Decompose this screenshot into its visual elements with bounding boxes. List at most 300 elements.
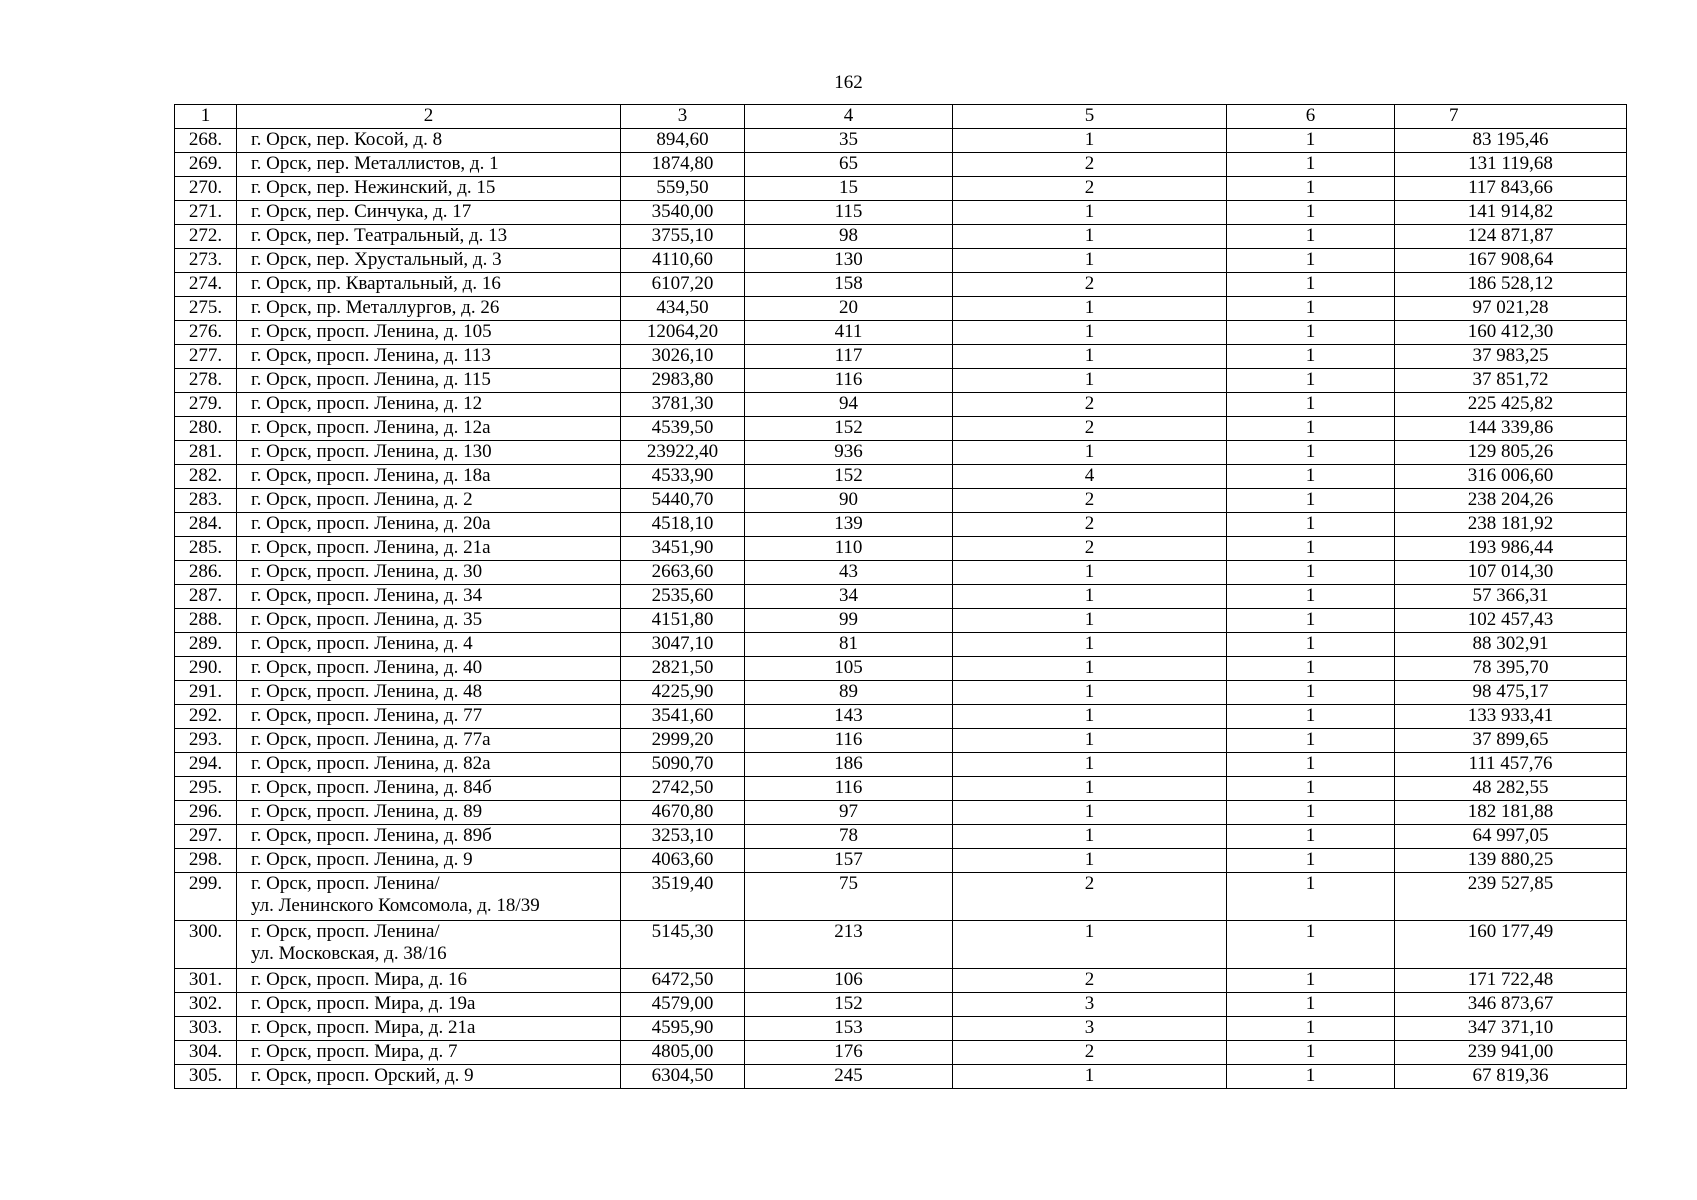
column-4-cell: 98 (745, 225, 953, 249)
column-6-cell: 1 (1227, 225, 1395, 249)
column-7-cell: 124 871,87 (1395, 225, 1627, 249)
address-cell (237, 729, 621, 753)
table-row (175, 849, 1627, 873)
column-4-cell: 20 (745, 297, 953, 321)
column-5-cell: 2 (953, 1041, 1227, 1065)
table-row (175, 753, 1627, 777)
column-3-cell: 3026,10 (621, 345, 745, 369)
address-cell (237, 1041, 621, 1065)
address-cell (237, 321, 621, 345)
table-row (175, 321, 1627, 345)
table-row (175, 417, 1627, 441)
address-line: г. Орск, просп. Ленина, д. 77 (251, 705, 483, 726)
column-3-cell: 6472,50 (621, 969, 745, 993)
column-7-cell: 347 371,10 (1395, 1017, 1627, 1041)
address-line: г. Орск, просп. Орский, д. 9 (251, 1065, 474, 1086)
column-3-cell: 5145,30 (621, 921, 745, 969)
column-4-cell: 130 (745, 249, 953, 273)
column-5-cell: 3 (953, 993, 1227, 1017)
column-6-cell: 1 (1227, 297, 1395, 321)
row-number-cell: 271. (175, 201, 237, 225)
address-line: ул. Ленинского Комсомола, д. 18/39 (251, 895, 540, 916)
column-6-cell: 1 (1227, 345, 1395, 369)
address-cell (237, 561, 621, 585)
column-5-cell: 2 (953, 489, 1227, 513)
column-7-cell: 131 119,68 (1395, 153, 1627, 177)
table-row (175, 993, 1627, 1017)
column-6-cell: 1 (1227, 633, 1395, 657)
address-line: г. Орск, просп. Ленина, д. 30 (251, 561, 483, 582)
column-6-cell: 1 (1227, 849, 1395, 873)
row-number-cell: 281. (175, 441, 237, 465)
address-line: г. Орск, пер. Металлистов, д. 1 (251, 153, 499, 174)
column-6-cell: 1 (1227, 801, 1395, 825)
row-number-cell: 292. (175, 705, 237, 729)
column-4-cell: 90 (745, 489, 953, 513)
column-6-cell: 1 (1227, 417, 1395, 441)
address-line: г. Орск, просп. Мира, д. 16 (251, 969, 467, 990)
table-row (175, 537, 1627, 561)
row-number-cell: 296. (175, 801, 237, 825)
column-4-cell: 176 (745, 1041, 953, 1065)
column-3-cell: 4670,80 (621, 801, 745, 825)
address-line: г. Орск, пер. Нежинский, д. 15 (251, 177, 496, 198)
column-7-cell: 48 282,55 (1395, 777, 1627, 801)
column-4-cell: 15 (745, 177, 953, 201)
column-5-cell: 1 (953, 201, 1227, 225)
table-row (175, 177, 1627, 201)
address-line: г. Орск, пер. Театральный, д. 13 (251, 225, 508, 246)
address-line: г. Орск, пер. Косой, д. 8 (251, 129, 443, 150)
address-cell (237, 489, 621, 513)
column-5-cell: 2 (953, 873, 1227, 921)
column-4-cell: 75 (745, 873, 953, 921)
address-line: г. Орск, просп. Ленина/ (251, 921, 440, 942)
row-number-cell: 294. (175, 753, 237, 777)
row-number-cell: 299. (175, 873, 237, 921)
address-line: г. Орск, просп. Ленина, д. 9 (251, 849, 473, 870)
row-number-cell: 282. (175, 465, 237, 489)
column-5-cell: 4 (953, 465, 1227, 489)
address-line: г. Орск, просп. Ленина, д. 35 (251, 609, 483, 630)
column-5-cell: 1 (953, 729, 1227, 753)
row-number-cell: 297. (175, 825, 237, 849)
column-4-cell: 245 (745, 1065, 953, 1089)
column-5-cell: 1 (953, 657, 1227, 681)
column-header-6: 6 (1227, 105, 1395, 129)
column-4-cell: 411 (745, 321, 953, 345)
table-row (175, 585, 1627, 609)
address-line: г. Орск, просп. Ленина, д. 89б (251, 825, 492, 846)
table-row (175, 873, 1627, 921)
table-row (175, 801, 1627, 825)
column-3-cell: 3755,10 (621, 225, 745, 249)
column-6-cell: 1 (1227, 753, 1395, 777)
address-cell (237, 657, 621, 681)
table-row (175, 513, 1627, 537)
column-6-cell: 1 (1227, 921, 1395, 969)
table-row (175, 777, 1627, 801)
address-cell (237, 369, 621, 393)
page-number: 162 (834, 72, 863, 93)
column-6-cell: 1 (1227, 129, 1395, 153)
address-cell (237, 177, 621, 201)
column-3-cell: 4151,80 (621, 609, 745, 633)
column-6-cell: 1 (1227, 873, 1395, 921)
column-5-cell: 2 (953, 537, 1227, 561)
row-number-cell: 289. (175, 633, 237, 657)
address-cell (237, 753, 621, 777)
row-number-cell: 272. (175, 225, 237, 249)
column-5-cell: 2 (953, 969, 1227, 993)
column-4-cell: 158 (745, 273, 953, 297)
column-5-cell: 1 (953, 321, 1227, 345)
address-line: г. Орск, просп. Ленина, д. 105 (251, 321, 492, 342)
row-number-cell: 304. (175, 1041, 237, 1065)
row-number-cell: 270. (175, 177, 237, 201)
column-3-cell: 559,50 (621, 177, 745, 201)
column-header-1: 1 (175, 105, 237, 129)
column-7-cell: 111 457,76 (1395, 753, 1627, 777)
table-row (175, 561, 1627, 585)
column-7-cell: 239 527,85 (1395, 873, 1627, 921)
row-number-cell: 277. (175, 345, 237, 369)
column-5-cell: 2 (953, 273, 1227, 297)
column-5-cell: 1 (953, 561, 1227, 585)
row-number-cell: 295. (175, 777, 237, 801)
address-cell (237, 1017, 621, 1041)
column-header-7: 7 (1395, 105, 1627, 129)
address-cell (237, 825, 621, 849)
column-5-cell: 1 (953, 921, 1227, 969)
row-number-cell: 269. (175, 153, 237, 177)
column-3-cell: 2821,50 (621, 657, 745, 681)
row-number-cell: 278. (175, 369, 237, 393)
column-3-cell: 5440,70 (621, 489, 745, 513)
row-number-cell: 291. (175, 681, 237, 705)
address-cell (237, 441, 621, 465)
address-cell (237, 201, 621, 225)
column-6-cell: 1 (1227, 393, 1395, 417)
column-7-cell: 193 986,44 (1395, 537, 1627, 561)
table-row (175, 1017, 1627, 1041)
column-7-cell: 107 014,30 (1395, 561, 1627, 585)
column-7-cell: 160 412,30 (1395, 321, 1627, 345)
column-4-cell: 89 (745, 681, 953, 705)
address-cell (237, 417, 621, 441)
column-4-cell: 35 (745, 129, 953, 153)
column-3-cell: 4225,90 (621, 681, 745, 705)
column-5-cell: 2 (953, 513, 1227, 537)
address-cell (237, 225, 621, 249)
address-line: г. Орск, просп. Ленина, д. 40 (251, 657, 483, 678)
address-cell (237, 705, 621, 729)
address-line: г. Орск, просп. Ленина, д. 34 (251, 585, 483, 606)
address-line: г. Орск, пр. Квартальный, д. 16 (251, 273, 501, 294)
column-6-cell: 1 (1227, 249, 1395, 273)
address-line: г. Орск, просп. Ленина, д. 82а (251, 753, 491, 774)
column-4-cell: 152 (745, 993, 953, 1017)
address-line: г. Орск, просп. Ленина, д. 12 (251, 393, 483, 414)
column-7-cell: 57 366,31 (1395, 585, 1627, 609)
column-4-cell: 157 (745, 849, 953, 873)
address-line: ул. Московская, д. 38/16 (251, 943, 447, 964)
row-number-cell: 303. (175, 1017, 237, 1041)
table-row (175, 729, 1627, 753)
column-6-cell: 1 (1227, 441, 1395, 465)
column-6-cell: 1 (1227, 705, 1395, 729)
row-number-cell: 287. (175, 585, 237, 609)
address-cell (237, 1065, 621, 1089)
column-4-cell: 43 (745, 561, 953, 585)
column-6-cell: 1 (1227, 369, 1395, 393)
column-7-cell: 98 475,17 (1395, 681, 1627, 705)
row-number-cell: 276. (175, 321, 237, 345)
address-line: г. Орск, просп. Ленина, д. 20а (251, 513, 491, 534)
column-6-cell: 1 (1227, 609, 1395, 633)
address-cell (237, 537, 621, 561)
column-7-cell: 102 457,43 (1395, 609, 1627, 633)
column-5-cell: 1 (953, 777, 1227, 801)
column-6-cell: 1 (1227, 777, 1395, 801)
column-7-cell: 186 528,12 (1395, 273, 1627, 297)
column-7-cell: 37 851,72 (1395, 369, 1627, 393)
column-3-cell: 2742,50 (621, 777, 745, 801)
column-4-cell: 34 (745, 585, 953, 609)
column-4-cell: 153 (745, 1017, 953, 1041)
column-6-cell: 1 (1227, 273, 1395, 297)
address-line: г. Орск, просп. Ленина, д. 77а (251, 729, 491, 750)
address-cell (237, 153, 621, 177)
column-5-cell: 1 (953, 441, 1227, 465)
address-line: г. Орск, просп. Мира, д. 7 (251, 1041, 458, 1062)
column-4-cell: 99 (745, 609, 953, 633)
column-6-cell: 1 (1227, 321, 1395, 345)
column-7-cell: 37 899,65 (1395, 729, 1627, 753)
column-3-cell: 2663,60 (621, 561, 745, 585)
column-5-cell: 1 (953, 129, 1227, 153)
table-row (175, 249, 1627, 273)
table-row (175, 201, 1627, 225)
column-3-cell: 1874,80 (621, 153, 745, 177)
column-3-cell: 4805,00 (621, 1041, 745, 1065)
table-row (175, 657, 1627, 681)
column-7-cell: 144 339,86 (1395, 417, 1627, 441)
column-6-cell: 1 (1227, 1065, 1395, 1089)
column-7-cell: 167 908,64 (1395, 249, 1627, 273)
column-7-cell: 160 177,49 (1395, 921, 1627, 969)
table-row (175, 465, 1627, 489)
column-6-cell: 1 (1227, 825, 1395, 849)
address-cell (237, 921, 621, 969)
address-cell (237, 513, 621, 537)
column-6-cell: 1 (1227, 513, 1395, 537)
column-7-cell: 238 181,92 (1395, 513, 1627, 537)
address-cell (237, 873, 621, 921)
row-number-cell: 274. (175, 273, 237, 297)
table-row (175, 273, 1627, 297)
table-body (175, 105, 1627, 1089)
column-3-cell: 12064,20 (621, 321, 745, 345)
column-header-5: 5 (953, 105, 1227, 129)
table-row (175, 369, 1627, 393)
column-5-cell: 2 (953, 153, 1227, 177)
address-line: г. Орск, просп. Ленина/ (251, 873, 440, 894)
table-row (175, 441, 1627, 465)
column-5-cell: 1 (953, 1065, 1227, 1089)
address-cell (237, 585, 621, 609)
address-cell (237, 993, 621, 1017)
column-3-cell: 5090,70 (621, 753, 745, 777)
address-cell (237, 393, 621, 417)
column-3-cell: 4110,60 (621, 249, 745, 273)
column-5-cell: 1 (953, 753, 1227, 777)
column-5-cell: 1 (953, 585, 1227, 609)
address-line: г. Орск, просп. Ленина, д. 113 (251, 345, 491, 366)
column-6-cell: 1 (1227, 465, 1395, 489)
column-4-cell: 65 (745, 153, 953, 177)
column-7-cell: 67 819,36 (1395, 1065, 1627, 1089)
address-cell (237, 849, 621, 873)
column-7-cell: 238 204,26 (1395, 489, 1627, 513)
table-row (175, 681, 1627, 705)
address-line: г. Орск, просп. Ленина, д. 18а (251, 465, 491, 486)
column-6-cell: 1 (1227, 657, 1395, 681)
address-line: г. Орск, просп. Ленина, д. 84б (251, 777, 492, 798)
column-5-cell: 1 (953, 225, 1227, 249)
column-6-cell: 1 (1227, 561, 1395, 585)
column-6-cell: 1 (1227, 201, 1395, 225)
column-3-cell: 3253,10 (621, 825, 745, 849)
column-5-cell: 1 (953, 297, 1227, 321)
column-7-cell: 133 933,41 (1395, 705, 1627, 729)
table-row (175, 1065, 1627, 1089)
column-4-cell: 186 (745, 753, 953, 777)
column-6-cell: 1 (1227, 681, 1395, 705)
column-3-cell: 4579,00 (621, 993, 745, 1017)
row-number-cell: 305. (175, 1065, 237, 1089)
row-number-cell: 286. (175, 561, 237, 585)
column-3-cell: 3519,40 (621, 873, 745, 921)
column-7-cell: 83 195,46 (1395, 129, 1627, 153)
column-4-cell: 115 (745, 201, 953, 225)
table-row (175, 969, 1627, 993)
address-line: г. Орск, просп. Ленина, д. 2 (251, 489, 473, 510)
column-5-cell: 1 (953, 369, 1227, 393)
column-4-cell: 78 (745, 825, 953, 849)
column-7-cell: 64 997,05 (1395, 825, 1627, 849)
column-3-cell: 2535,60 (621, 585, 745, 609)
row-number-cell: 301. (175, 969, 237, 993)
row-number-cell: 268. (175, 129, 237, 153)
column-3-cell: 3781,30 (621, 393, 745, 417)
table-row (175, 297, 1627, 321)
column-5-cell: 2 (953, 177, 1227, 201)
column-5-cell: 1 (953, 801, 1227, 825)
address-line: г. Орск, просп. Ленина, д. 4 (251, 633, 473, 654)
column-6-cell: 1 (1227, 177, 1395, 201)
column-7-cell: 129 805,26 (1395, 441, 1627, 465)
column-7-cell: 117 843,66 (1395, 177, 1627, 201)
table-row (175, 345, 1627, 369)
address-line: г. Орск, просп. Ленина, д. 130 (251, 441, 492, 462)
address-cell (237, 801, 621, 825)
address-line: г. Орск, пер. Хрустальный, д. 3 (251, 249, 502, 270)
column-5-cell: 1 (953, 249, 1227, 273)
column-3-cell: 4539,50 (621, 417, 745, 441)
column-3-cell: 4595,90 (621, 1017, 745, 1041)
column-4-cell: 110 (745, 537, 953, 561)
row-number-cell: 288. (175, 609, 237, 633)
column-4-cell: 106 (745, 969, 953, 993)
column-5-cell: 1 (953, 825, 1227, 849)
column-3-cell: 434,50 (621, 297, 745, 321)
row-number-cell: 275. (175, 297, 237, 321)
table-header-row (175, 105, 1627, 129)
column-4-cell: 143 (745, 705, 953, 729)
row-number-cell: 293. (175, 729, 237, 753)
column-6-cell: 1 (1227, 969, 1395, 993)
column-6-cell: 1 (1227, 537, 1395, 561)
table-row (175, 393, 1627, 417)
column-header-2: 2 (237, 105, 621, 129)
address-cell (237, 129, 621, 153)
column-5-cell: 2 (953, 417, 1227, 441)
table-row (175, 921, 1627, 969)
column-5-cell: 1 (953, 849, 1227, 873)
column-7-cell: 37 983,25 (1395, 345, 1627, 369)
column-5-cell: 1 (953, 345, 1227, 369)
column-7-cell: 139 880,25 (1395, 849, 1627, 873)
column-7-cell: 141 914,82 (1395, 201, 1627, 225)
column-4-cell: 105 (745, 657, 953, 681)
column-4-cell: 152 (745, 417, 953, 441)
row-number-cell: 302. (175, 993, 237, 1017)
column-4-cell: 117 (745, 345, 953, 369)
column-7-cell: 316 006,60 (1395, 465, 1627, 489)
table-row (175, 633, 1627, 657)
row-number-cell: 280. (175, 417, 237, 441)
column-6-cell: 1 (1227, 1017, 1395, 1041)
column-7-cell: 97 021,28 (1395, 297, 1627, 321)
table-row (175, 129, 1627, 153)
column-3-cell: 6304,50 (621, 1065, 745, 1089)
row-number-cell: 283. (175, 489, 237, 513)
row-number-cell: 273. (175, 249, 237, 273)
address-line: г. Орск, пер. Синчука, д. 17 (251, 201, 472, 222)
column-7-cell: 88 302,91 (1395, 633, 1627, 657)
column-6-cell: 1 (1227, 729, 1395, 753)
table-row (175, 1041, 1627, 1065)
address-cell (237, 633, 621, 657)
column-3-cell: 894,60 (621, 129, 745, 153)
column-4-cell: 139 (745, 513, 953, 537)
column-3-cell: 2983,80 (621, 369, 745, 393)
column-7-cell: 78 395,70 (1395, 657, 1627, 681)
column-5-cell: 1 (953, 609, 1227, 633)
column-5-cell: 2 (953, 393, 1227, 417)
column-5-cell: 1 (953, 633, 1227, 657)
column-4-cell: 152 (745, 465, 953, 489)
column-4-cell: 116 (745, 369, 953, 393)
column-7-cell: 171 722,48 (1395, 969, 1627, 993)
address-cell (237, 345, 621, 369)
address-cell (237, 297, 621, 321)
column-6-cell: 1 (1227, 993, 1395, 1017)
column-7-cell: 239 941,00 (1395, 1041, 1627, 1065)
column-4-cell: 97 (745, 801, 953, 825)
table-row (175, 489, 1627, 513)
